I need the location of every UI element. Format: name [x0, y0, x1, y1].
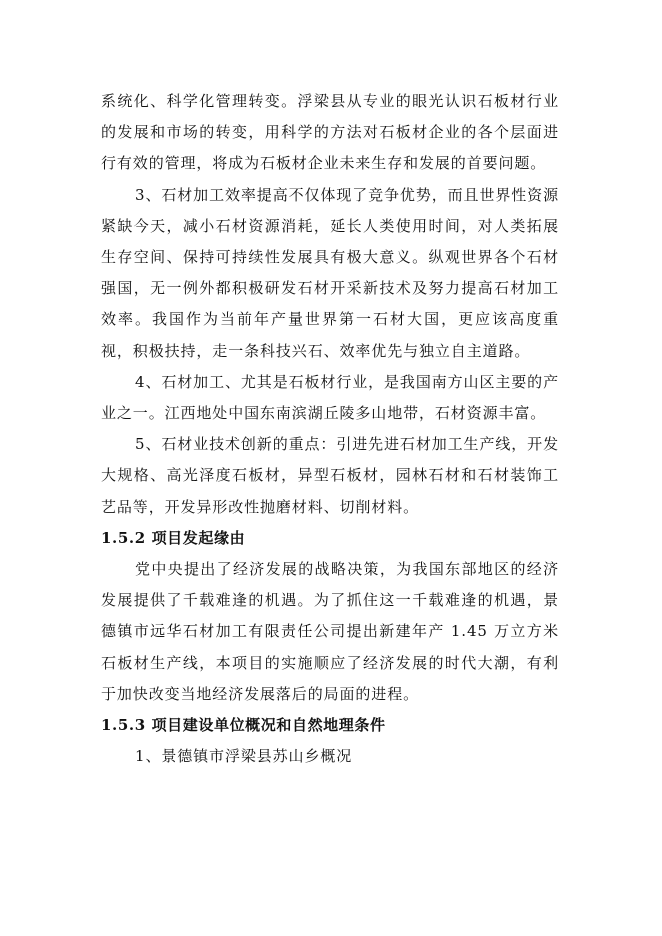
paragraph-innovation-focus: 5、石材业技术创新的重点：引进先进石材加工生产线，开发大规格、高光泽度石板材，异型石板材，园林石材和石材装饰工艺品等，开发异形改性抛磨材料、切削材料。: [101, 435, 559, 516]
paragraph-township-overview: 1、景德镇市浮梁县苏山乡概况: [135, 747, 353, 766]
paragraph-regional-industry: 4、石材加工、尤其是石板材行业，是我国南方山区主要的产业之一。江西地处中国东南滨湖丘陵多山地带，石材资源丰富。: [101, 372, 559, 423]
document-page: [101, 86, 559, 772]
paragraph-management-transition: 系统化、科学化管理转变。浮梁县从专业的眼光认识石板材行业的发展和市场的转变，用科学的方法对石板材企业的各个层面进行有效的管理，将成为石板材企业未来生存和发展的首要问题。: [101, 92, 559, 173]
section-heading-project-origin: 1.5.2 项目发起缘由: [101, 528, 246, 547]
paragraph-project-origin: 党中央提出了经济发展的战略决策，为我国东部地区的经济发展提供了千载难逢的机遇。为了抓住这一千载难逢的机遇，景德镇市远华石材加工有限责任公司提出新建年产 1.45 万立方米石板材生产线，本项目的实施顺应了经济发展的时代大潮，有利于加快改变当地经济发展落后的局面的进程。: [101, 560, 559, 703]
section-heading-unit-overview: 1.5.3 项目建设单位概况和自然地理条件: [101, 716, 386, 735]
paragraph-efficiency: 3、石材加工效率提高不仅体现了竞争优势，而且世界性资源紧缺今天，减小石材资源消耗，延长人类使用时间，对人类拓展生存空间、保持可持续性发展具有极大意义。纵观世界各个石材强国，无一例外都积极研发石材开采新技术及努力提高石材加工效率。我国作为当前年产量世界第一石材大国，更应该高度重视，积极扶持，走一条科技兴石、效率优先与独立自主道路。: [101, 185, 559, 360]
